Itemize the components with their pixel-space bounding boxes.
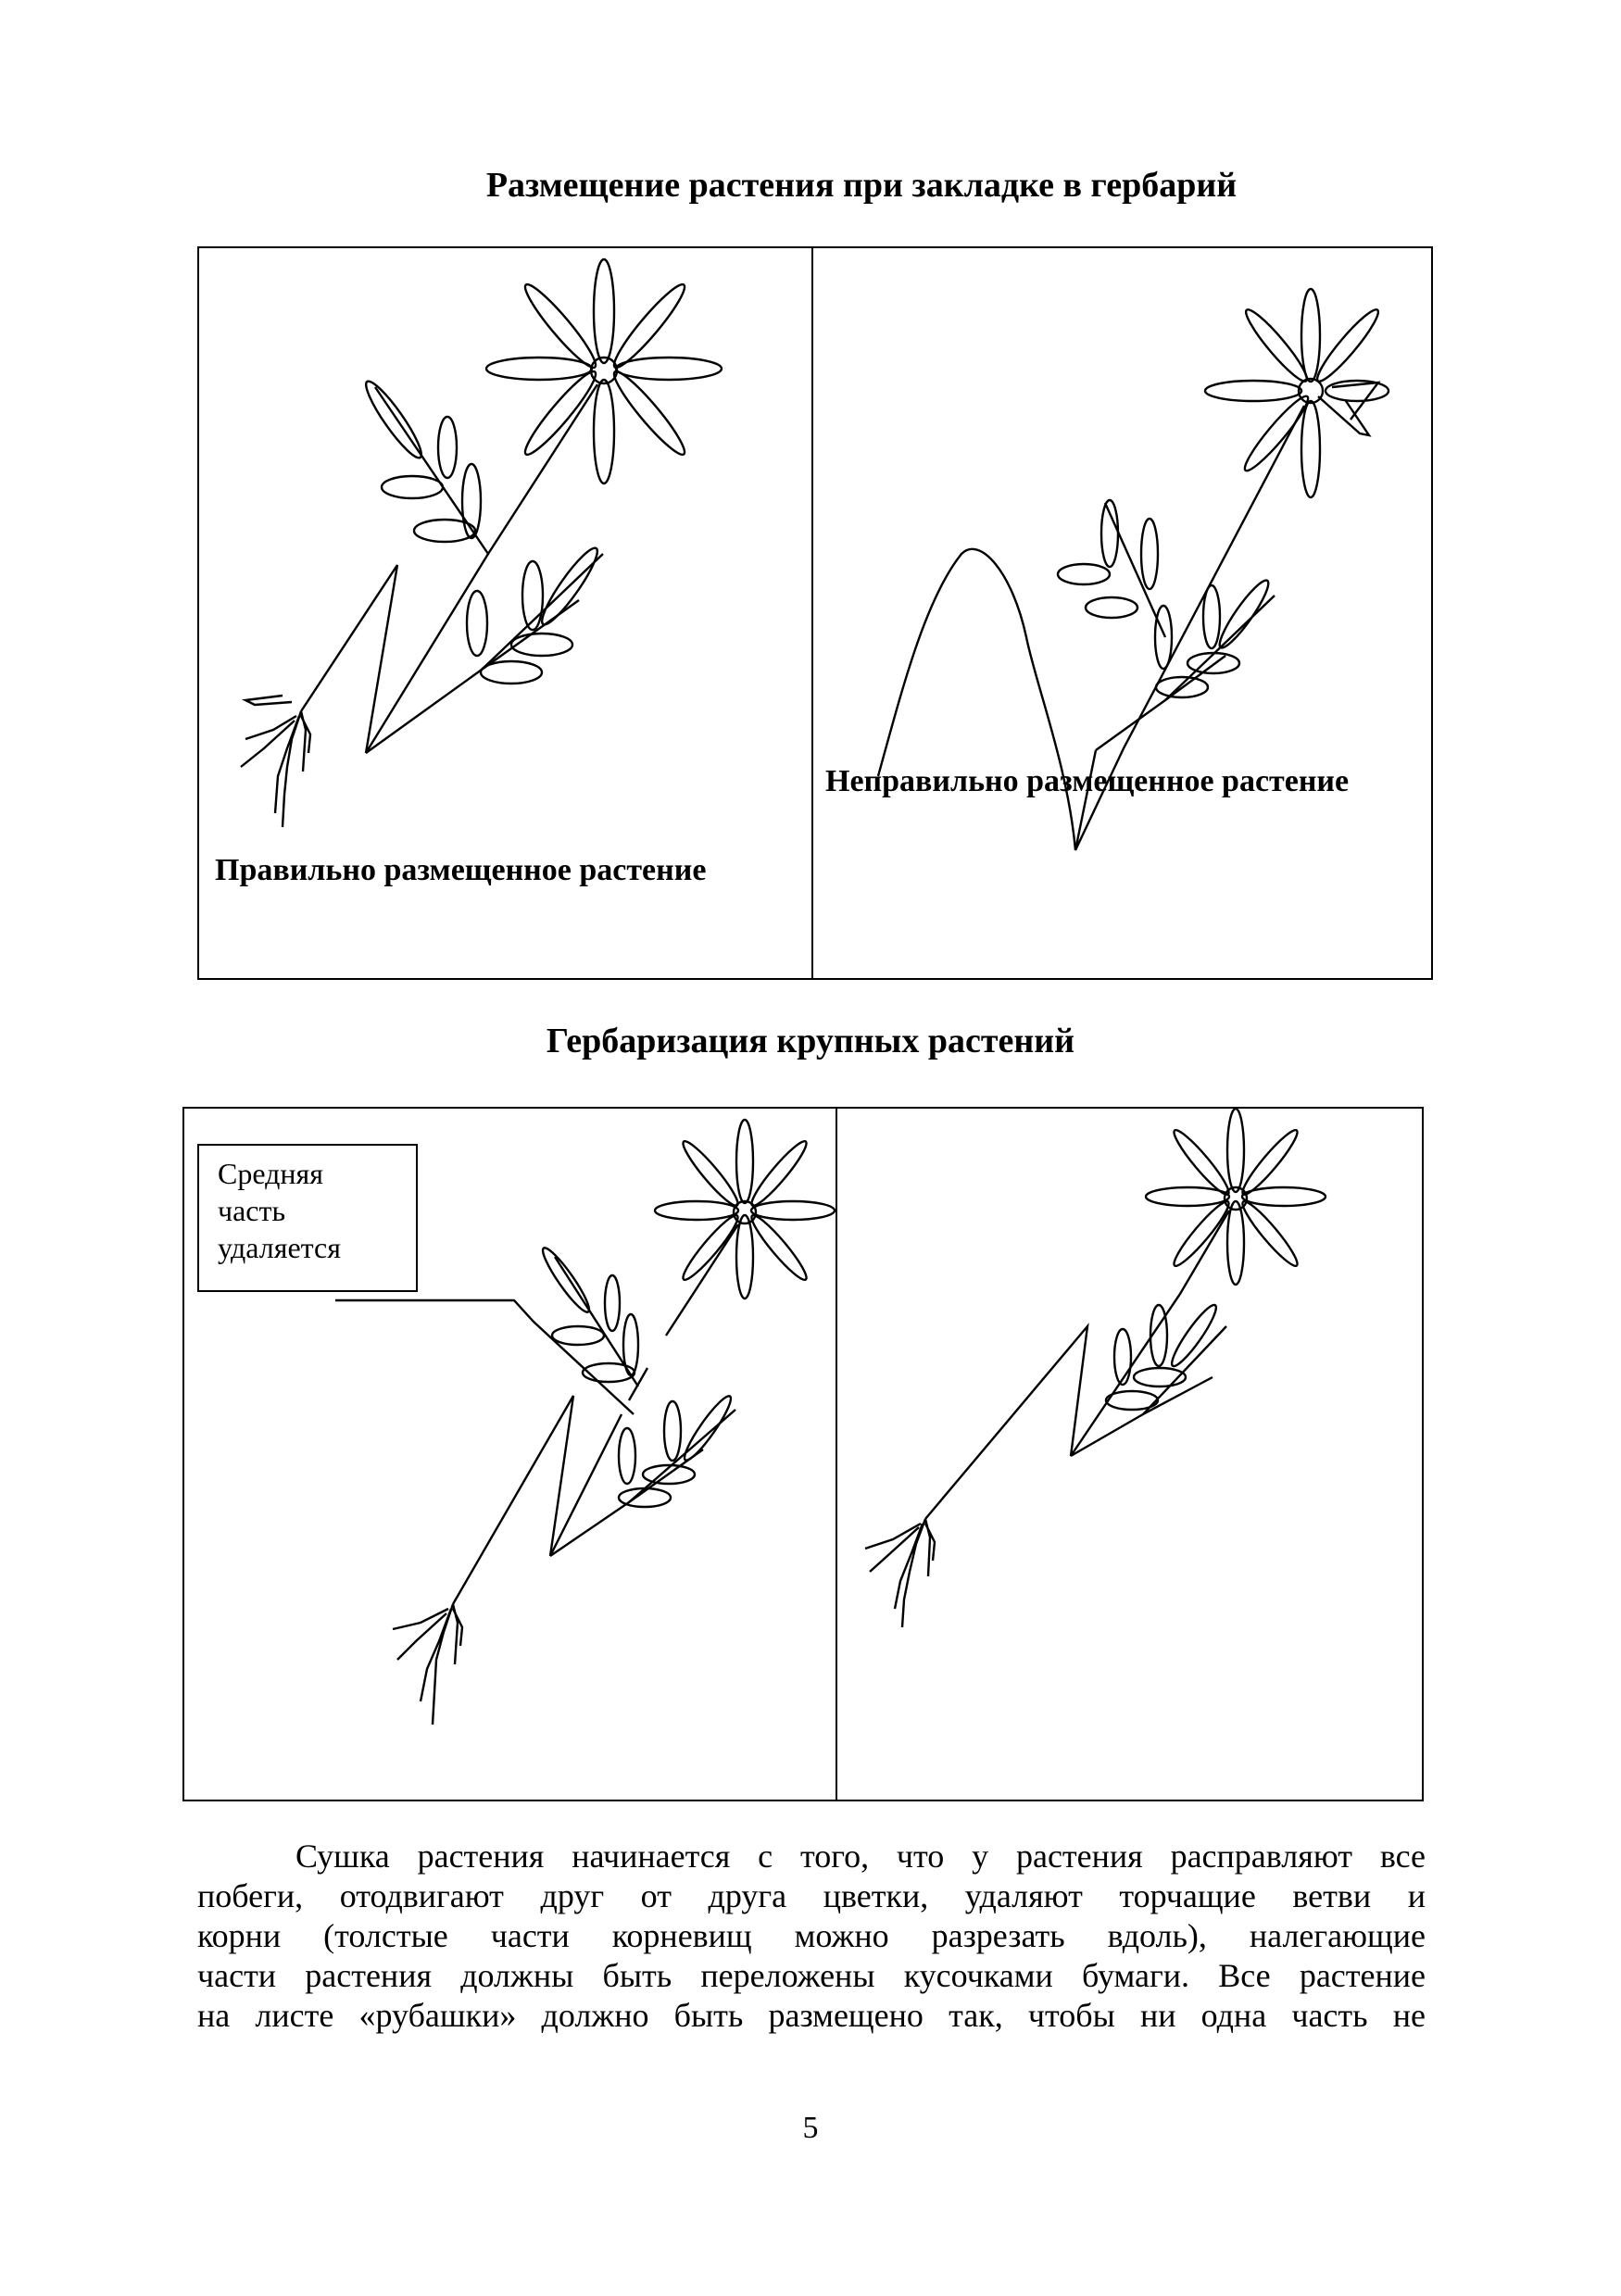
wrong-plant-illustration (813, 248, 1433, 980)
paragraph-line: побеги, отодвигают друг от друга цветки, удаляют торчащие ветви и (197, 1877, 1426, 1914)
paragraph-line: части растения должны быть переложены кусочками бумаги. Все растение (197, 1957, 1426, 1994)
wrong-placement-caption: Неправильно размещенное растение (825, 764, 1350, 798)
callout-line: часть (218, 1194, 286, 1227)
leaf-branch-illustration (359, 376, 488, 554)
figure-placement (197, 246, 1433, 980)
callout-line: Средняя (218, 1157, 323, 1190)
callout-pointer (335, 1300, 634, 1414)
figure-large-plants (182, 1107, 1424, 1801)
flower-illustration (486, 259, 722, 483)
body-paragraph (197, 1837, 1426, 2036)
root-illustration (393, 1604, 462, 1725)
root-illustration (241, 696, 310, 827)
section-title-placement: Размещение растения при закладке в гербарий (485, 166, 1238, 205)
paragraph-line: Сушка растения начинается с того, что у растения расправляют все (295, 1838, 1426, 1875)
root-illustration (865, 1519, 935, 1627)
paragraph-line: корни (толстые части корневищ можно разрезать вдоль), налегающие (197, 1917, 1426, 1954)
correct-placement-caption: Правильно размещенное растение (215, 853, 707, 887)
shortened-plant-illustration (837, 1109, 1424, 1801)
cut-plant-illustration (184, 1109, 836, 1801)
callout-line: удаляется (218, 1231, 341, 1264)
page-number: 5 (802, 2111, 819, 2145)
section-title-large-plants: Гербаризация крупных растений (546, 1022, 1075, 1060)
paragraph-line: на листе «рубашки» должно быть размещено так, чтобы ни одна часть не (197, 1997, 1426, 2034)
